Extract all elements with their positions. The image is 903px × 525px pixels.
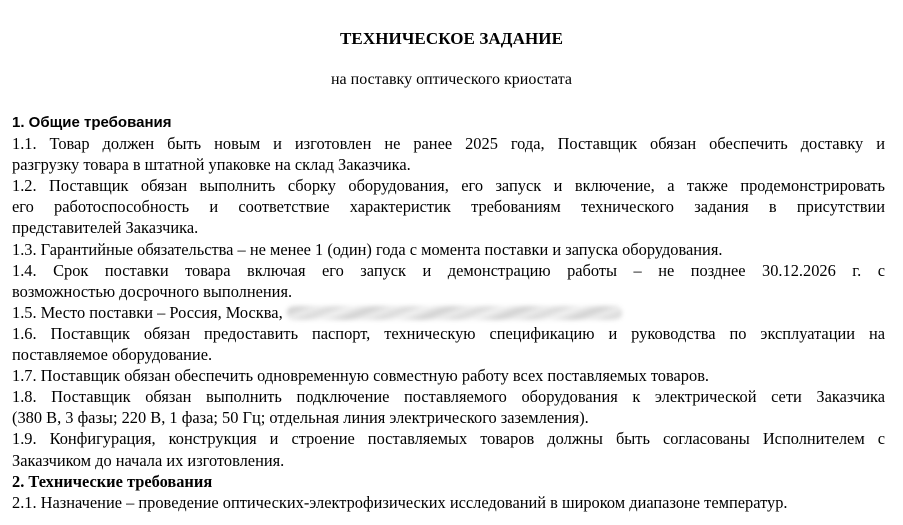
clause-line: его работоспособность и соответствие характеристик требованиям технического задания в присутствии: [12, 197, 885, 217]
clause-line: поставляемое оборудование.: [12, 345, 213, 365]
clause-line: Заказчиком до начала их изготовления.: [12, 450, 285, 470]
clause-line: (380 В, 3 фазы; 220 В, 1 фаза; 50 Гц; отдельная линия электрического заземления).: [12, 408, 589, 428]
clause-1-9: [12, 428, 885, 470]
document-title: ТЕХНИЧЕСКОЕ ЗАДАНИЕ: [339, 29, 564, 48]
clause-line: 2.1. Назначение – проведение оптических-электрофизических исследований в широком диапазоне температур.: [12, 492, 788, 512]
clause-1-3: [12, 239, 885, 260]
clause-line-with-redaction: [12, 302, 885, 323]
clause-line: 1.1. Товар должен быть новым и изготовлен не ранее 2025 года, Поставщик обязан обеспечить доставку и: [12, 134, 885, 154]
clause-line: 1.9. Конфигурация, конструкция и строение поставляемых товаров должны быть согласованы Исполнителем с: [12, 429, 885, 449]
clause-line: 1.4. Срок поставки товара включая его запуск и демонстрацию работы – не позднее 30.12.2026 г. с: [12, 260, 885, 280]
clause-line: возможностью досрочного выполнения.: [12, 281, 293, 301]
clause-1-1: [12, 133, 885, 175]
clause-1-5: [12, 302, 885, 323]
clause-1-7: [12, 365, 885, 386]
section-heading-general: 1. Общие требования: [12, 114, 172, 131]
section-heading-technical: 2. Технические требования: [12, 471, 213, 491]
clause-line: 1.5. Место поставки – Россия, Москва,: [12, 302, 283, 322]
clause-line: представителей Заказчика.: [12, 218, 199, 238]
clause-line: 1.3. Гарантийные обязательства – не менее 1 (один) года с момента поставки и запуска оборудования.: [12, 239, 723, 259]
clause-line: 1.7. Поставщик обязан обеспечить одновременную совместную работу всех поставляемых товаров.: [12, 366, 710, 386]
clause-1-6: [12, 323, 885, 365]
document-body: [12, 112, 885, 513]
clause-line: 1.8. Поставщик обязан выполнить подключение поставляемого оборудования к электрической сети Заказчика: [12, 387, 885, 407]
clause-line: 1.6. Поставщик обязан предоставить паспорт, техническую спецификацию и руководства по эксплуатации на: [12, 323, 885, 343]
document-subtitle: на поставку оптического криостата: [330, 71, 572, 88]
clause-line: 1.2. Поставщик обязан выполнить сборку оборудования, его запуск и включение, а также продемонстрировать: [12, 176, 885, 196]
clause-1-8: [12, 386, 885, 428]
redacted-address-blur: [287, 306, 622, 320]
clause-1-2: [12, 175, 885, 238]
clause-1-4: [12, 260, 885, 302]
clause-line: разгрузку товара в штатной упаковке на склад Заказчика.: [12, 155, 411, 175]
clause-2-1: [12, 492, 885, 513]
